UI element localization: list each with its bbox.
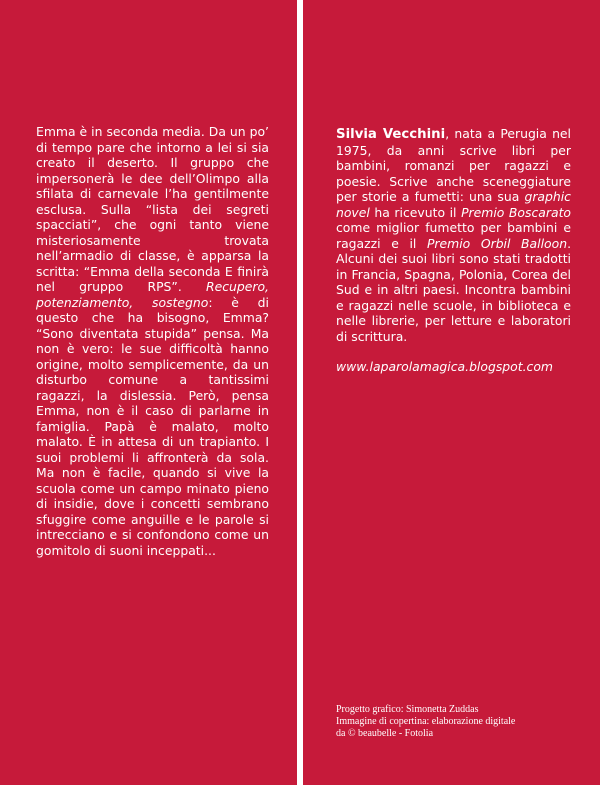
right-flap (303, 0, 600, 785)
bio-part-1: , nata a Perugia nel 1975, da anni scrive libri per bambini, romanzi per ragazzi e poesie. Scrive anche sceneggiature per storie a fumetti: una sua (336, 126, 571, 204)
left-flap (0, 0, 297, 785)
credit-design: Progetto grafico: Simonetta Zuddas (336, 704, 479, 715)
bio-part-2: ha ricevuto il (369, 204, 462, 220)
website-link[interactable]: www.laparolamagica.blogspot.com (336, 359, 553, 374)
credits (336, 704, 586, 741)
bio-italic-3: Premio Orbil Balloon (426, 235, 568, 251)
bio-part-4: . Alcuni dei suoi libri sono stati tradotti in Francia, Spagna, Polonia, Corea del Sud e in altri paesi. Incontra bambini e ragazzi nelle scuole, in biblioteca e nelle librerie, per letture e laboratori di scrittura. (336, 235, 572, 344)
bio-italic-1: graphic novel (336, 189, 571, 220)
credit-source: da © beaubelle - Fotolia (336, 728, 434, 740)
author-name: Silvia Vecchini (336, 127, 446, 142)
synopsis-part-2: : è di questo che ha bisogno, Emma? “Sono diventata stupida” pensa. Ma non è vero: le sue difficoltà hanno origine, molto semplicemente, da un disturbo comune a tantissimi ragazzi, la dislessia. Però, pensa Emma, non è il caso di parlarne in famiglia. Papà è malato, molto malato. È in attesa di un trapianto. I suoi problemi li affronterà da sola. Ma non è facile, quando si vive la scuola come un campo minato pieno di insidie, dove i concetti sembrano sfuggire come anguille e le parole si intrecciano e si confondono come un gomitolo di suoni inceppati... (36, 294, 269, 558)
bio-part-3: come miglior fumetto per bambini e ragazzi e il (336, 220, 571, 251)
author-bio (336, 126, 571, 344)
synopsis-part-1: Emma è in seconda media. Da un po’ di tempo pare che intorno a lei si sia creato il deserto. Il gruppo che impersonerà le dee dell’Olimpo alla sfilata di carnevale l’ha gentilmente esclusa. Sulla “lista dei segreti spacciati”, che ogni tanto viene misteriosamente trovata nell’armadio di classe, è apparsa la scritta: “Emma della seconda E finirà nel gruppo RPS”. (36, 124, 269, 294)
bio-italic-2: Premio Boscarato (461, 204, 572, 220)
synopsis-italic: Recupero, potenziamento, sostegno (36, 279, 269, 310)
credit-cover-image: Immagine di copertina: elaborazione digitale (336, 716, 516, 728)
synopsis-text (36, 124, 269, 558)
